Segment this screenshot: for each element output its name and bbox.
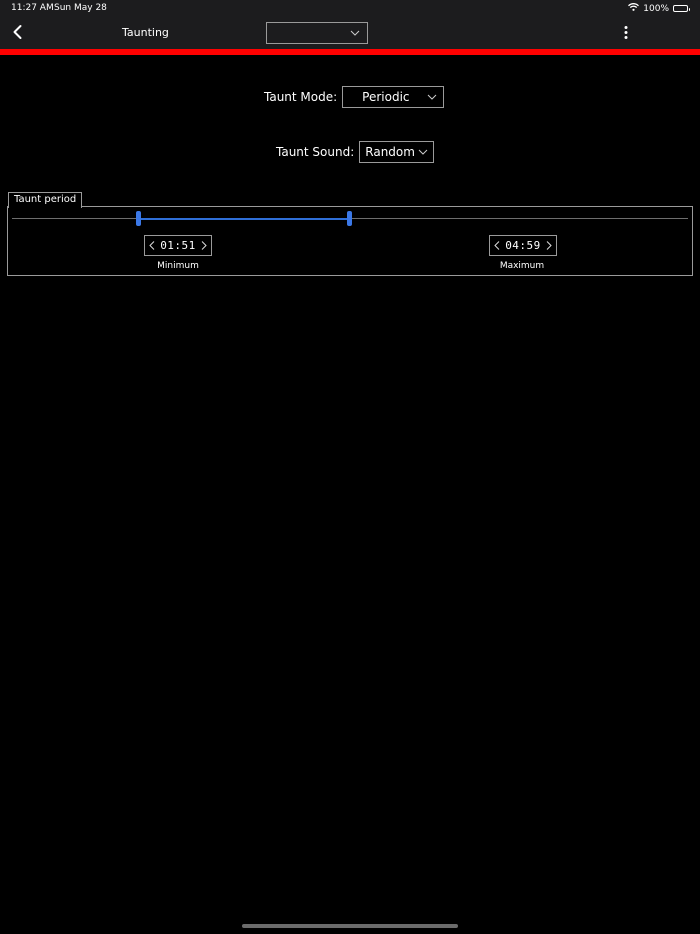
slider-max-thumb[interactable] [347,211,352,226]
more-vertical-icon [618,25,634,41]
wifi-icon [628,3,639,14]
maximum-increment-button[interactable] [543,236,555,255]
chevron-left-icon [149,241,155,250]
taunt-mode-label: Taunt Mode: [264,90,338,104]
chevron-left-icon [8,22,28,42]
chevron-right-icon [201,241,207,250]
accent-bar [0,49,700,55]
minimum-caption: Minimum [157,261,199,271]
battery-icon [673,5,688,12]
nav-dropdown[interactable] [266,22,368,44]
taunt-sound-row [276,141,434,163]
maximum-stepper [489,235,557,256]
slider-min-thumb[interactable] [136,211,141,226]
maximum-value: 04:59 [505,239,541,252]
status-bar [0,0,700,16]
page-title: Taunting [122,26,169,39]
chevron-down-icon [418,149,428,155]
taunt-sound-select[interactable] [359,141,434,163]
chevron-down-icon [350,30,360,36]
status-date: Sun May 28 [54,3,107,13]
minimum-value: 01:51 [160,239,196,252]
minimum-decrement-button[interactable] [146,236,158,255]
back-button[interactable] [8,22,28,42]
chevron-down-icon [427,94,437,100]
taunt-sound-label: Taunt Sound: [276,145,355,159]
status-indicators [628,3,688,14]
status-time: 11:27 AM [11,3,54,13]
more-options-button[interactable] [618,25,634,41]
maximum-caption: Maximum [499,261,545,271]
taunt-period-label: Taunt period [8,192,82,208]
battery-percent: 100% [643,3,669,14]
minimum-stepper [144,235,212,256]
minimum-increment-button[interactable] [198,236,210,255]
taunt-sound-value: Random [365,145,415,159]
nav-bar [0,16,700,49]
slider-selected-range [138,218,350,220]
home-indicator[interactable] [242,924,458,928]
chevron-right-icon [546,241,552,250]
chevron-left-icon [494,241,500,250]
taunt-mode-row [264,86,444,108]
taunt-mode-select[interactable] [342,86,444,108]
maximum-decrement-button[interactable] [491,236,503,255]
taunt-mode-value: Periodic [362,90,410,104]
